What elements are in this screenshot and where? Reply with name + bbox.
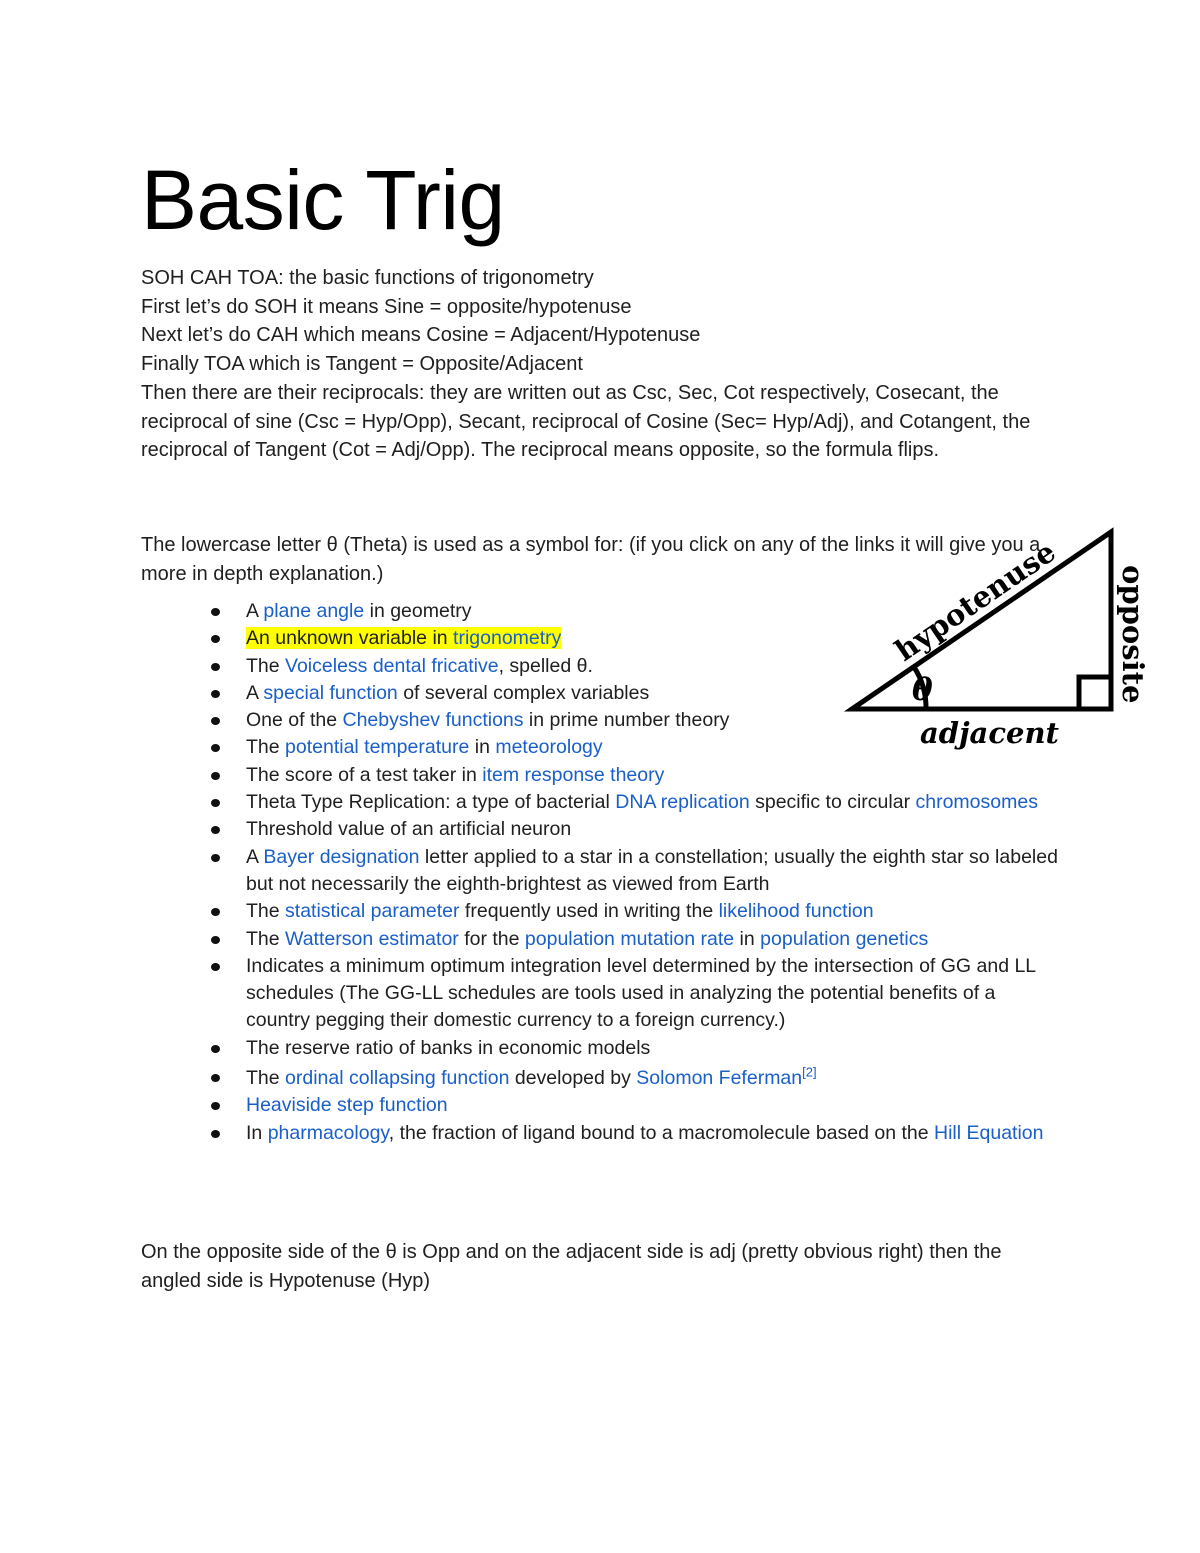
bullet-icon (211, 744, 220, 752)
triangle-outline (852, 532, 1111, 709)
list-item (200, 1092, 1060, 1119)
list-item: The ordinal collapsing function developed by Solomon Feferman[2] (200, 1064, 1060, 1092)
link-ordinal-collapsing-function[interactable]: ordinal collapsing function (285, 1067, 510, 1090)
reciprocals-text: Then there are their reciprocals: they are written out as Csc, Sec, Cot respectively, Cosecant, the reciprocal of sine (Csc = Hyp/Opp), Secant, reciprocal of Cosine (Sec= Hyp/Adj), and Cotangent, the reciprocal of Tangent (Cot = Adj/Opp). The reciprocal means opposite, so the formula flips. (141, 381, 1031, 462)
page-title: Basic Trig (141, 153, 505, 247)
bullet-icon (211, 799, 220, 807)
list-item: Indicates a minimum optimum integration level determined by the intersection of GG and LL schedules (The GG-LL schedules are tools used in analyzing the potential benefits of a country pegging their domestic currency to a foreign currency.) (200, 953, 1060, 1035)
list-item: In pharmacology, the fraction of ligand bound to a macromolecule based on the Hill Equation (200, 1120, 1060, 1147)
bullet-icon (211, 1074, 220, 1082)
list-item: A Bayer designation letter applied to a star in a constellation; usually the eighth star so labeled but not necessarily the eighth-brightest as viewed from Earth (200, 844, 1060, 899)
right-angle-marker (1079, 677, 1111, 709)
link-chebyshev-functions[interactable]: Chebyshev functions (342, 709, 524, 732)
link-special-function[interactable]: special function (263, 681, 398, 704)
highlighted-text: An unknown variable in trigonometry (246, 627, 562, 650)
link-statistical-parameter[interactable]: statistical parameter (285, 900, 460, 923)
list-item: The score of a test taker in item response theory (200, 762, 1060, 789)
list-item: The Watterson estimator for the population mutation rate in population genetics (200, 926, 1060, 953)
list-item: Threshold value of an artificial neuron (200, 816, 1060, 843)
intro-line: First let’s do SOH it means Sine = opposite/hypotenuse (141, 295, 632, 318)
bullet-icon (211, 772, 220, 780)
right-triangle-diagram (840, 520, 1170, 760)
link-solomon-feferman[interactable]: Solomon Feferman (636, 1067, 803, 1090)
bullet-icon (211, 854, 220, 862)
link-pharmacology[interactable]: pharmacology (267, 1121, 389, 1144)
link-heaviside-step-function[interactable]: Heaviside step function (246, 1094, 448, 1117)
theta-label: θ (912, 672, 933, 708)
link-meteorology[interactable]: meteorology (495, 736, 603, 759)
link-item-response-theory[interactable]: item response theory (482, 763, 665, 786)
list-item: A special function of several complex variables (200, 680, 1060, 707)
list-item: The potential temperature in meteorology (200, 734, 1060, 761)
bullet-icon (211, 690, 220, 698)
bullet-icon (211, 663, 220, 671)
citation-link[interactable]: [2] (802, 1064, 817, 1080)
intro-line: SOH CAH TOA: the basic functions of trigonometry (141, 267, 594, 289)
list-item: A plane angle in geometry (200, 598, 1060, 625)
opposite-label: opposite (1116, 565, 1150, 704)
intro-line: Finally TOA which is Tangent = Opposite/Adjacent (141, 353, 583, 376)
closing-paragraph: On the opposite side of the θ is Opp and on the adjacent side is adj (pretty obvious right) then the angled side is Hypotenuse (Hyp) (141, 1241, 1002, 1292)
bullet-icon (211, 608, 220, 616)
link-voiceless-dental-fricative[interactable]: Voiceless dental fricative (285, 654, 499, 677)
list-item: One of the Chebyshev functions in prime number theory (200, 707, 1060, 734)
list-item: The Voiceless dental fricative, spelled θ. (200, 653, 1060, 680)
link-potential-temperature[interactable]: potential temperature (285, 736, 470, 759)
bullet-icon (211, 717, 220, 725)
link-trigonometry[interactable]: trigonometry (453, 627, 562, 650)
intro-paragraph (141, 264, 1081, 465)
link-bayer-designation[interactable]: Bayer designation (263, 845, 420, 868)
link-population-mutation-rate[interactable]: population mutation rate (524, 927, 735, 950)
link-population-genetics[interactable]: population genetics (760, 927, 929, 950)
bullet-icon (211, 1130, 220, 1138)
intro-line: Next let’s do CAH which means Cosine = Adjacent/Hypotenuse (141, 324, 701, 347)
bullet-icon (211, 1045, 220, 1053)
list-item: The statistical parameter frequently used in writing the likelihood function (200, 898, 1060, 925)
link-hill-equation[interactable]: Hill Equation (934, 1121, 1044, 1144)
adjacent-label: adjacent (920, 716, 1059, 750)
bullet-icon (211, 1102, 220, 1110)
bullet-icon (211, 963, 220, 971)
bullet-icon (211, 936, 220, 944)
theta-intro: The lowercase letter θ (Theta) is used as a symbol for: (if you click on any of the links it will give you a more in depth explanation.) (141, 534, 1041, 585)
link-chromosomes[interactable]: chromosomes (915, 791, 1038, 814)
bullet-icon (211, 908, 220, 916)
link-dna-replication[interactable]: DNA replication (615, 791, 750, 814)
link-watterson-estimator[interactable]: Watterson estimator (285, 927, 459, 950)
bullet-icon (211, 635, 220, 643)
link-likelihood-function[interactable]: likelihood function (718, 900, 874, 923)
list-item: Theta Type Replication: a type of bacterial DNA replication specific to circular chromosomes (200, 789, 1060, 816)
bullet-icon (211, 826, 220, 834)
list-item: The reserve ratio of banks in economic models (200, 1035, 1060, 1062)
hypotenuse-label: hypotenuse (888, 534, 1062, 668)
link-plane-angle[interactable]: plane angle (263, 600, 365, 622)
